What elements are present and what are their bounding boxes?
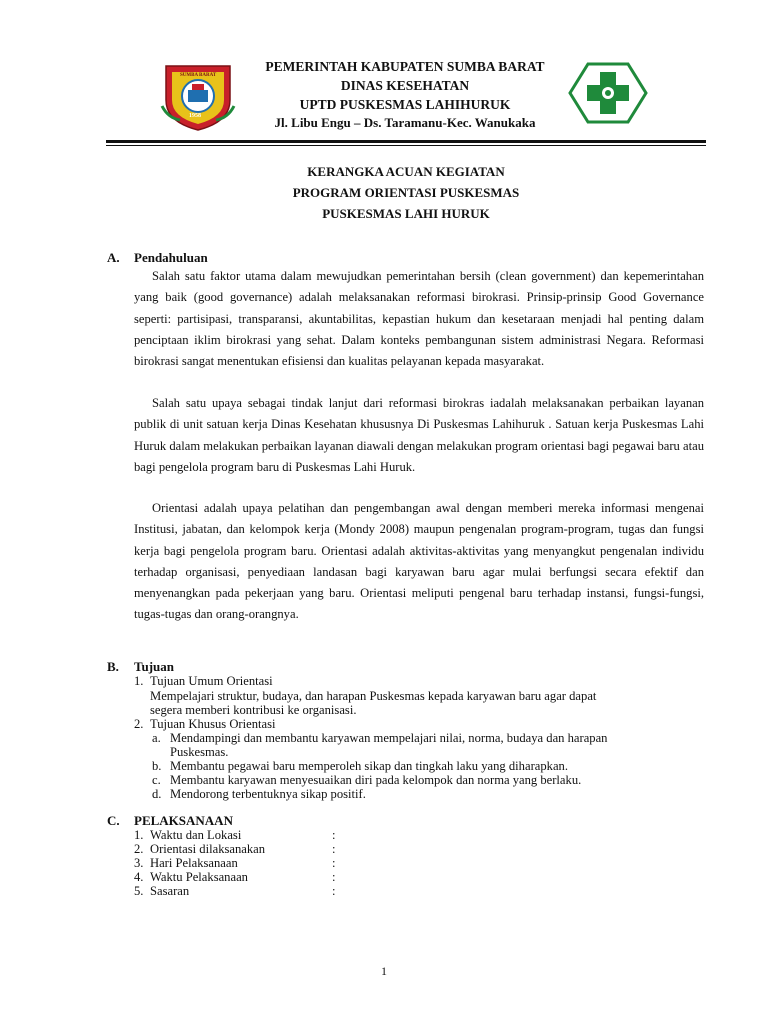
implementation-1-number: 1. [134,828,144,842]
implementation-4-colon: : [332,870,336,884]
section-b-heading: Tujuan [134,659,174,674]
implementation-4-label: Waktu Pelaksanaan [150,870,248,884]
section-c-heading: PELAKSANAAN [134,813,233,828]
implementation-1-label: Waktu dan Lokasi [150,828,242,842]
section-a-letter: A. [107,250,120,265]
section-a-paragraph-2: Salah satu upaya sebagai tindak lanjut dari reformasi birokras iadalah melaksanakan perbaikan layanan publik di unit satuan kerja Dinas Kesehatan khususnya Di Puskesmas Lahihuruk . Satuan kerja Puskesmas Lahi Huruk dalam melakukan perbaikan layanan diawali dengan melakukan program orientasi bagi pegawai baru atau bagi pengelola program baru di Puskesmas Lahi Huruk. [134,396,704,474]
implementation-3-colon: : [332,856,336,870]
implementation-3-number: 3. [134,856,144,870]
goal-1-title: Tujuan Umum Orientasi [150,674,273,688]
implementation-5-label: Sasaran [150,884,190,898]
implementation-5-colon: : [332,884,336,898]
left-logo-text: SUMBA BARAT [180,73,217,78]
implementation-2-colon: : [332,842,336,856]
goal-1-text-line-1: Mempelajari struktur, budaya, dan harapan Puskesmas kepada karyawan baru agar dapat [150,689,597,703]
left-logo-year: 1958 [189,113,201,119]
right-logo-cross-icon [568,62,648,124]
left-logo-emblem [158,60,238,132]
section-a-paragraph-3: Orientasi adalah upaya pelatihan dan pengembangan awal dengan memberi mereka informasi mengenai Institusi, jabatan, dan kelompok kerja (Mondy 2008) maupun pengenalan program-program, tugas dan fungsi kerja bagi pengelola program baru. Orientasi adalah aktivitas-aktivitas yang menyangkut pengenalan individu terhadap organisasi, penyediaan landasan bagi karyawan baru agar mulai berfungsi secara efektif dan menyenangkan pada pekerjaan yang baru. Orientasi meliputi pengenal baru terhadap instansi, fungsi-fungsi, tugas-tugas dan orang-orangnya. [134,501,704,622]
goal-1-text-line-2: segera memberi kontribusi ke organisasi. [150,703,357,717]
header-line-3: UPTD PUSKESMAS LAHIHURUK [299,97,511,112]
section-a-heading: Pendahuluan [134,250,208,265]
goal-2b-letter: b. [152,759,162,773]
goal-2a-text-line-1: Mendampingi dan membantu karyawan mempelajari nilai, norma, budaya dan harapan [170,731,608,745]
header-line-4: Jl. Libu Engu – Ds. Taramanu-Kec. Wanukaka [274,115,536,130]
goal-2-number: 2. [134,717,144,731]
document-title [106,164,706,224]
implementation-4-number: 4. [134,870,144,884]
title-line-2: PROGRAM ORIENTASI PUSKESMAS [292,185,520,200]
implementation-5-number: 5. [134,884,144,898]
goal-2c-text: Membantu karyawan menyesuaikan diri pada kelompok dan norma yang berlaku. [170,773,582,787]
implementation-2-label: Orientasi dilaksanakan [150,842,266,856]
goal-1-number: 1. [134,674,144,688]
header-line-1: PEMERINTAH KABUPATEN SUMBA BARAT [265,59,545,74]
goal-2a-letter: a. [152,731,161,745]
goal-2d-letter: d. [152,787,162,801]
implementation-1-colon: : [332,828,336,842]
section-c-letter: C. [107,813,120,828]
goal-2a-text-line-2: Puskesmas. [170,745,229,759]
header-divider-thin [106,145,706,146]
title-line-3: PUSKESMAS LAHI HURUK [322,206,490,221]
header-divider-thick [106,140,706,143]
implementation-3-label: Hari Pelaksanaan [150,856,238,870]
title-line-1: KERANGKA ACUAN KEGIATAN [307,164,505,179]
page-number: 1 [381,964,387,978]
letterhead-text [235,58,575,130]
implementation-2-number: 2. [134,842,144,856]
goal-2c-letter: c. [152,773,161,787]
goal-2-title: Tujuan Khusus Orientasi [150,717,276,731]
header-line-2: DINAS KESEHATAN [340,78,470,93]
goal-2b-text: Membantu pegawai baru memperoleh sikap dan tingkah laku yang diharapkan. [170,759,568,773]
goal-2d-text: Mendorong terbentuknya sikap positif. [170,787,366,801]
section-a-paragraph-1: Salah satu faktor utama dalam mewujudkan pemerintahan bersih (clean government) dan kepemerintahan yang baik (good governance) adalah melaksanakan reformasi birokrasi. Prinsip-prinsip Good Governance seperti: partisipasi, transparansi, akuntabilitas, kepastian hukum dan kesetaraan menjadi hal penting dalam penciptaan iklim birokrasi yang sehat. Dalam konteks pembangunan sistem administrasi Negara. Reformasi birokrasi sangat menentukan efisiensi dan kualitas pelayanan kepada masyarakat. [134,269,704,369]
section-b-letter: B. [107,659,119,674]
